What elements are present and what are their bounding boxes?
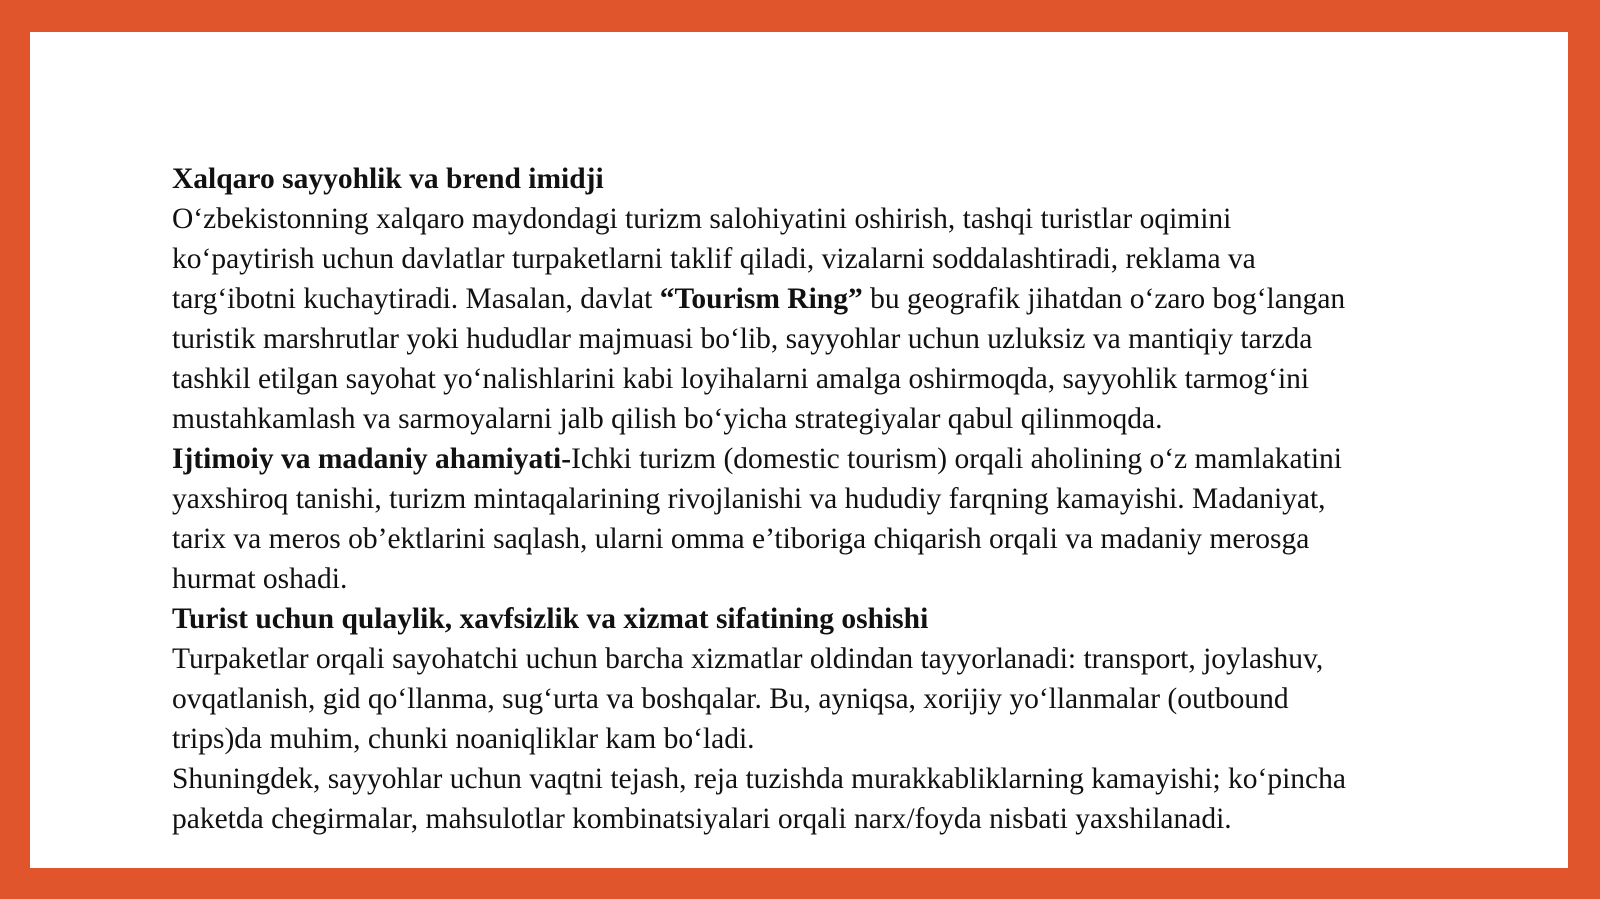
text-line [172,479,1537,519]
text-segment: Shuningdek, sayyohlar uchun vaqtni tejash, reja tuzishda murakkabliklarning kamayishi; ko‘pincha [172,763,1346,795]
text-line [172,359,1537,399]
text-line [172,319,1537,359]
text-segment: trips)da muhim, chunki noaniqliklar kam bo‘ladi. [172,723,755,755]
slide-text-body [172,159,1537,839]
text-segment: hurmat oshadi. [172,563,348,595]
text-line [172,559,1537,599]
text-line [172,399,1537,439]
text-segment: ovqatlanish, gid qo‘llanma, sug‘urta va boshqalar. Bu, ayniqsa, xorijiy yo‘llanmalar (outbound [172,683,1289,715]
text-segment: ko‘paytirish uchun davlatlar turpaketlarni taklif qiladi, vizalarni soddalashtiradi, reklama va [172,243,1256,275]
text-segment: turistik marshrutlar yoki hududlar majmuasi bo‘lib, sayyohlar uchun uzluksiz va mantiqiy tarzda [172,323,1313,355]
text-line [172,439,1537,479]
text-segment: Ichki turizm (domestic tourism) orqali aholining o‘z mamlakatini [571,443,1342,475]
text-line [172,599,1537,639]
text-segment: targ‘ibotni kuchaytiradi. Masalan, davlat [172,283,660,315]
text-segment: tarix va meros ob’ektlarini saqlash, ularni omma e’tiboriga chiqarish orqali va madaniy merosga [172,523,1310,555]
text-line [172,239,1537,279]
text-segment: tashkil etilgan sayohat yo‘nalishlarini kabi loyihalarni amalga oshirmoqda, sayyohlik tarmog‘ini [172,363,1310,395]
text-line [172,519,1537,559]
bold-text-segment: “Tourism Ring” [659,283,863,315]
text-line [172,159,1537,199]
text-line [172,799,1537,839]
text-line [172,279,1537,319]
text-segment: mustahkamlash va sarmoyalarni jalb qilish bo‘yicha strategiyalar qabul qilinmoqda. [172,403,1163,435]
text-line [172,719,1537,759]
bold-text-segment: Turist uchun qulaylik, xavfsizlik va xizmat sifatining oshishi [172,603,929,635]
text-line [172,759,1537,799]
text-line [172,639,1537,679]
text-segment: paketda chegirmalar, mahsulotlar kombinatsiyalari orqali narx/foyda nisbati yaxshilanadi. [172,803,1232,835]
text-line [172,679,1537,719]
text-segment: yaxshiroq tanishi, turizm mintaqalarining rivojlanishi va hududiy farqning kamayishi. Madaniyat, [172,483,1326,515]
text-line [172,199,1537,239]
text-segment: bu geografik jihatdan o‘zaro bog‘langan [862,283,1346,315]
slide-canvas [30,32,1568,868]
text-segment: Turpaketlar orqali sayohatchi uchun barcha xizmatlar oldindan tayyorlanadi: transport, joylashuv, [172,643,1324,675]
text-segment: O‘zbekistonning xalqaro maydondagi turizm salohiyatini oshirish, tashqi turistlar oqimini [172,203,1232,235]
bold-text-segment: Ijtimoiy va madaniy ahamiyati- [172,443,572,475]
bold-text-segment: Xalqaro sayyohlik va brend imidji [172,163,604,195]
